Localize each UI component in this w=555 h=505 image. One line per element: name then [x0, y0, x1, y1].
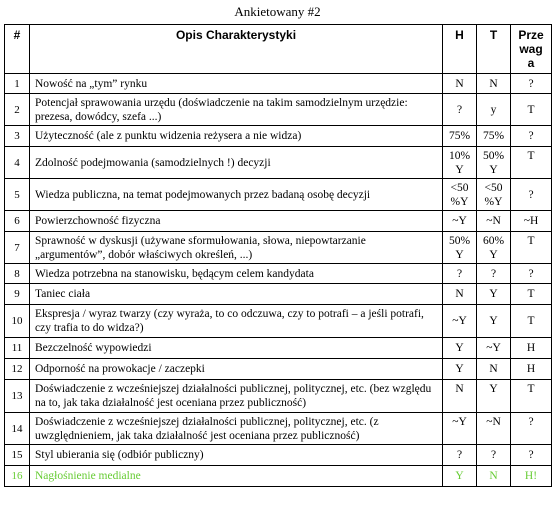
- table-row: [5, 338, 552, 359]
- table-row: [5, 179, 552, 211]
- row-advantage-value: ~H: [511, 211, 552, 232]
- table-row: [5, 74, 552, 94]
- header-advantage-part: wag: [519, 42, 543, 56]
- row-t-value: Y: [477, 284, 511, 305]
- row-advantage-value: ?: [511, 413, 552, 445]
- row-h-value: ~Y: [443, 305, 477, 338]
- row-t-value: 60% Y: [477, 232, 511, 264]
- row-t-value: ~N: [477, 211, 511, 232]
- row-advantage-value: T: [511, 380, 552, 413]
- table-row: [5, 211, 552, 232]
- row-description: Styl ubierania się (odbiór publiczny): [30, 445, 443, 466]
- row-description: Bezczelność wypowiedzi: [30, 338, 443, 359]
- table-row: [5, 445, 552, 466]
- row-h-value: 50% Y: [443, 232, 477, 264]
- row-number: 10: [5, 305, 30, 338]
- row-advantage-value: ?: [511, 445, 552, 466]
- table-row: [5, 380, 552, 413]
- row-number: 14: [5, 413, 30, 445]
- row-advantage-value: T: [511, 147, 552, 179]
- row-number: 11: [5, 338, 30, 359]
- row-description: Sprawność w dyskusji (używane sformułowania, słowa, niepowtarzanie „argumentów”, dobór właściwych określeń, ...): [30, 232, 443, 264]
- row-t-value: ~N: [477, 413, 511, 445]
- table-row: [5, 413, 552, 445]
- table-caption: Ankietowany #2: [234, 4, 321, 19]
- table-row: [5, 284, 552, 305]
- row-number: 13: [5, 380, 30, 413]
- row-advantage-value: ?: [511, 126, 552, 147]
- row-advantage-value: ?: [511, 74, 552, 94]
- row-number: 7: [5, 232, 30, 264]
- row-description: Ekspresja / wyraz twarzy (czy wyraża, to co odczuwa, czy to potrafi – a jeśli potrafi, czy trafia to do widza?): [30, 305, 443, 338]
- row-t-value: 50% Y: [477, 147, 511, 179]
- row-description: Doświadczenie z wcześniejszej działalności publicznej, politycznej, etc. (bez względu na to, jak taka działalność jest oceniana przez publiczność): [30, 380, 443, 413]
- row-number: 9: [5, 284, 30, 305]
- row-number: 5: [5, 179, 30, 211]
- row-description: Wiedza publiczna, na temat podejmowanych przez badaną osobę decyzji: [30, 179, 443, 211]
- table-row: [5, 147, 552, 179]
- row-h-value: N: [443, 380, 477, 413]
- table-row: [5, 232, 552, 264]
- table-row: [5, 126, 552, 147]
- row-description: Odporność na prowokacje / zaczepki: [30, 359, 443, 380]
- header-row: [5, 25, 552, 74]
- row-advantage-value: T: [511, 232, 552, 264]
- header-description: Opis Charakterystyki: [30, 25, 443, 74]
- row-t-value: N: [477, 466, 511, 487]
- row-number: 6: [5, 211, 30, 232]
- header-advantage: [511, 25, 552, 74]
- row-h-value: 10% Y: [443, 147, 477, 179]
- row-t-value: Y: [477, 305, 511, 338]
- row-h-value: ~Y: [443, 413, 477, 445]
- row-description: Zdolność podejmowania (samodzielnych !) decyzji: [30, 147, 443, 179]
- table-row: [5, 264, 552, 284]
- row-h-value: Y: [443, 466, 477, 487]
- row-advantage-value: T: [511, 305, 552, 338]
- row-t-value: 75%: [477, 126, 511, 147]
- row-t-value: N: [477, 359, 511, 380]
- row-number: 2: [5, 94, 30, 126]
- header-t: T: [477, 25, 511, 74]
- row-number: 3: [5, 126, 30, 147]
- row-description: Taniec ciała: [30, 284, 443, 305]
- characteristics-table: [4, 24, 552, 487]
- row-t-value: <50 %Y: [477, 179, 511, 211]
- row-t-value: y: [477, 94, 511, 126]
- row-advantage-value: T: [511, 94, 552, 126]
- row-h-value: N: [443, 284, 477, 305]
- row-h-value: ?: [443, 264, 477, 284]
- row-h-value: ?: [443, 94, 477, 126]
- row-advantage-value: T: [511, 284, 552, 305]
- row-t-value: Y: [477, 380, 511, 413]
- row-advantage-value: ?: [511, 264, 552, 284]
- header-advantage-part: Prze: [518, 28, 544, 42]
- table-row-highlighted: [5, 466, 552, 487]
- row-h-value: Y: [443, 359, 477, 380]
- row-t-value: ?: [477, 264, 511, 284]
- row-t-value: ~Y: [477, 338, 511, 359]
- row-h-value: 75%: [443, 126, 477, 147]
- row-description: Nowość na „tym” rynku: [30, 74, 443, 94]
- row-advantage-value: ?: [511, 179, 552, 211]
- row-number: 15: [5, 445, 30, 466]
- row-description: Doświadczenie z wcześniejszej działalności publicznej, politycznej, etc. (z uwzględnieniem, jak taka działalność jest oceniana przez publiczność): [30, 413, 443, 445]
- row-description: Użyteczność (ale z punktu widzenia reżysera a nie widza): [30, 126, 443, 147]
- row-t-value: ?: [477, 445, 511, 466]
- table-row: [5, 305, 552, 338]
- row-number: 4: [5, 147, 30, 179]
- table-row: [5, 94, 552, 126]
- row-h-value: ~Y: [443, 211, 477, 232]
- table-row: [5, 359, 552, 380]
- row-number: 16: [5, 466, 30, 487]
- row-h-value: <50 %Y: [443, 179, 477, 211]
- row-number: 1: [5, 74, 30, 94]
- row-number: 8: [5, 264, 30, 284]
- header-number: #: [5, 25, 30, 74]
- row-advantage-value: H!: [511, 466, 552, 487]
- row-advantage-value: H: [511, 338, 552, 359]
- row-description: Wiedza potrzebna na stanowisku, będącym celem kandydata: [30, 264, 443, 284]
- row-h-value: N: [443, 74, 477, 94]
- row-number: 12: [5, 359, 30, 380]
- header-advantage-part: a: [527, 56, 535, 70]
- row-advantage-value: H: [511, 359, 552, 380]
- row-t-value: N: [477, 74, 511, 94]
- row-h-value: ?: [443, 445, 477, 466]
- row-description: Potencjał sprawowania urzędu (doświadczenie na takim samodzielnym urzędzie: prezesa, dowódcy, szefa ...): [30, 94, 443, 126]
- header-h: H: [443, 25, 477, 74]
- row-description: Nagłośnienie medialne: [30, 466, 443, 487]
- row-h-value: Y: [443, 338, 477, 359]
- row-description: Powierzchowność fizyczna: [30, 211, 443, 232]
